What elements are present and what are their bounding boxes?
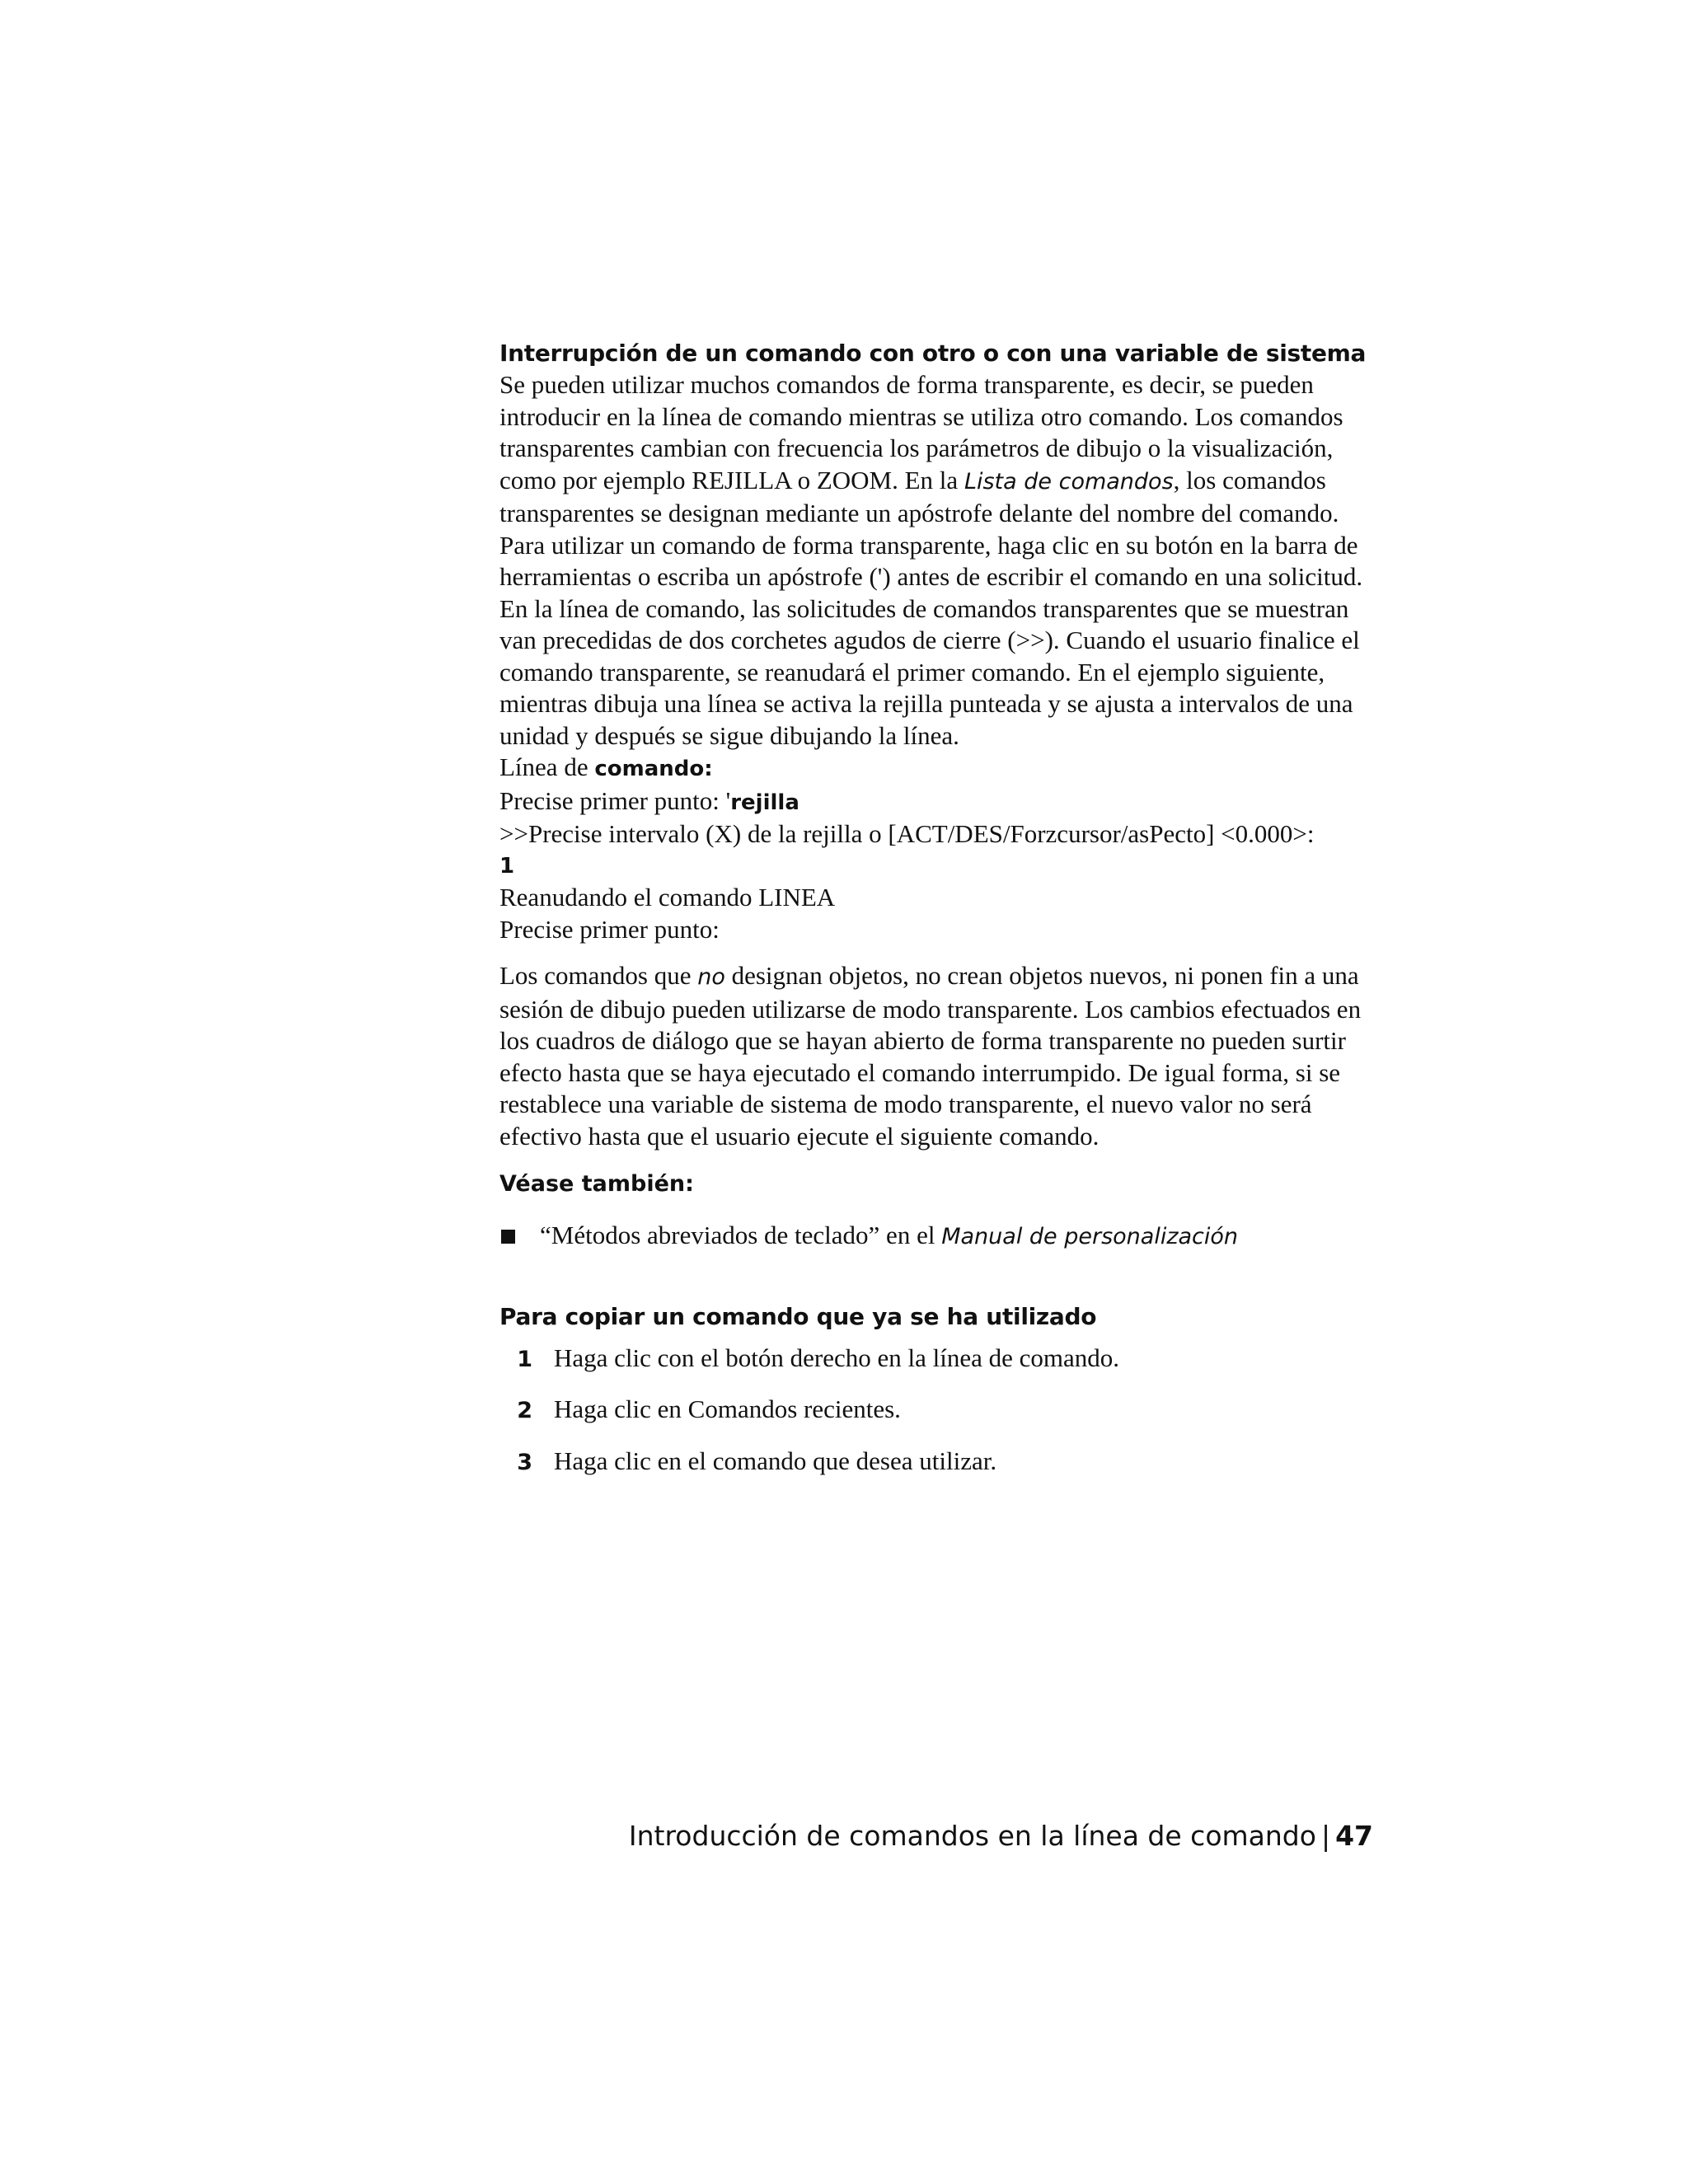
- step-number: 3: [517, 1449, 532, 1475]
- command-example-line: Línea de comando:: [499, 752, 713, 781]
- paragraph-transparent-usage: Para utilizar un comando de forma transparente, haga clic en su botón en la barra de herramientas o escriba un apóstrofe (') antes de escribir el comando en una solicitud. En la línea de comando, las solicitudes de comandos transparentes que se muestran van precedidas de dos corchetes agudos de cierre (>>). Cuando el usuario finalice el comando transparente, se reanudará el primer comando. En el ejemplo siguiente, mientras dibuja una línea se activa la rejilla punteada y se ajusta a intervalos de una unidad y después se sigue dibujando la línea.: [499, 530, 1363, 750]
- step-number: 2: [517, 1398, 532, 1423]
- command-example-line: Precise primer punto: 'rejilla: [499, 785, 799, 815]
- command-example-line: Precise primer punto:: [499, 914, 720, 944]
- command-list-reference: Lista de comandos: [964, 468, 1174, 494]
- customization-guide-link[interactable]: Manual de personalización: [941, 1224, 1239, 1249]
- see-also-item[interactable]: “Métodos abreviados de teclado” en el Manual de personalización: [499, 1220, 1373, 1254]
- step-text: Haga clic en Comandos recientes.: [554, 1394, 901, 1423]
- section-heading: Interrupción de un comando con otro o con una variable de sistema: [499, 340, 1367, 367]
- see-also-label: Véase también:: [499, 1171, 694, 1197]
- procedure-steps: [499, 1343, 1373, 1479]
- procedure-step: [499, 1394, 1373, 1427]
- procedure-step: [499, 1343, 1373, 1376]
- page-content: [499, 338, 1373, 1497]
- step-text: Haga clic con el botón derecho en la línea de comando.: [554, 1343, 1120, 1372]
- paragraph-transparent-commands: Se pueden utilizar muchos comandos de forma transparente, es decir, se pueden introducir en la línea de comando mientras se utiliza otro comando. Los comandos transparentes cambian con frecuencia los parámetros de dibujo o la visualización, como por ejemplo REJILLA o ZOOM. En la Lista de comandos, los comandos transparentes se designan mediante un apóstrofe delante del nombre del comando.: [499, 370, 1343, 527]
- procedure-step: [499, 1446, 1373, 1479]
- paragraph-non-selecting-commands: Los comandos que no designan objetos, no crean objetos nuevos, ni ponen fin a una sesión de dibujo pueden utilizarse de modo transparente. Los cambios efectuados en los cuadros de diálogo que se hayan abierto de forma transparente no pueden surtir efecto hasta que se haya ejecutado el comando interrumpido. De igual forma, si se restablece una variable de sistema de modo transparente, el nuevo valor no será efectivo hasta que el usuario ejecute el siguiente comando.: [499, 961, 1362, 1151]
- command-example-line: Reanudando el comando LINEA: [499, 883, 836, 912]
- page-footer: [629, 1818, 1373, 1854]
- command-example-line: 1: [499, 853, 515, 879]
- footer-separator: |: [1320, 1820, 1331, 1852]
- command-example-line: >>Precise intervalo (X) de la rejilla o [ACT/DES/Forzcursor/asPecto] <0.000>:: [499, 819, 1315, 848]
- bullet-square-icon: [501, 1230, 515, 1244]
- emphasis-no: no: [697, 964, 725, 990]
- step-text: Haga clic en el comando que desea utilizar.: [554, 1446, 997, 1475]
- page-number: 47: [1335, 1820, 1373, 1852]
- step-number: 1: [517, 1346, 532, 1372]
- command-example: [499, 752, 1373, 945]
- procedure-heading: Para copiar un comando que ya se ha utilizado: [499, 1302, 1097, 1330]
- footer-chapter-title: Introducción de comandos en la línea de comando: [628, 1820, 1316, 1852]
